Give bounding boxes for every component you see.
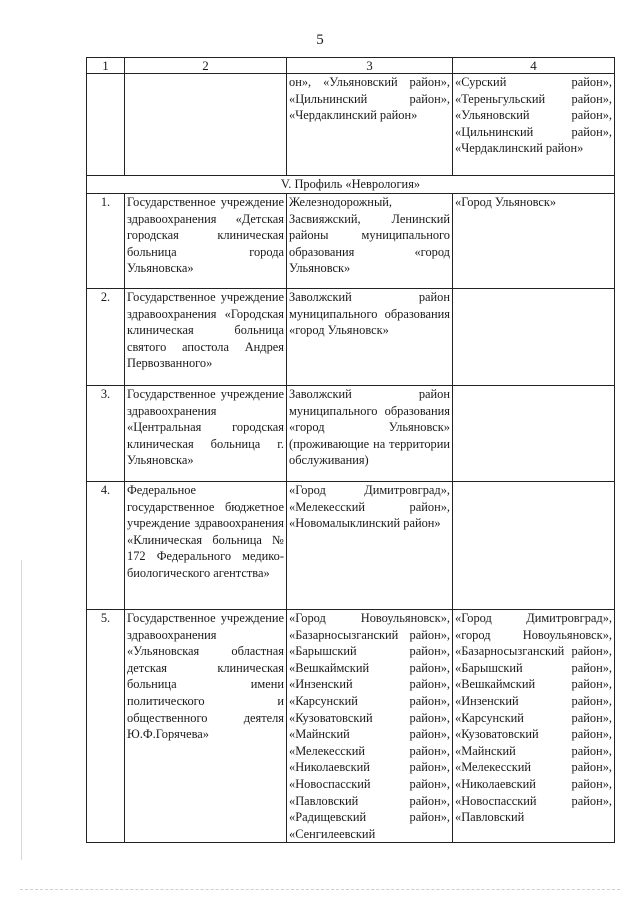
scan-edge-line [21, 560, 22, 860]
page-number: 5 [316, 32, 324, 48]
extra-territory-cell: «Город Ульяновск» [453, 194, 615, 289]
table-row-continuation [87, 74, 615, 176]
row-number: 5. [87, 610, 125, 843]
row-number: 2. [87, 289, 125, 386]
institution-cell: Государственное учреждение здравоохранения «Детская городская клиническая больница города Ульяновска» [125, 194, 287, 289]
header-col-3: 3 [287, 58, 453, 74]
table-row [87, 386, 615, 482]
territory-cell: он», «Ульяновский район», «Цильнинский район», «Чердаклинский район» [287, 74, 453, 176]
extra-territory-cell [453, 289, 615, 386]
extra-territory-cell: «Сурский район», «Тереньгульский район», «Ульяновский район», «Цильнинский район», «Чердаклинский район» [453, 74, 615, 176]
institution-cell [125, 74, 287, 176]
territory-cell: Заволжский район муниципального образования «город Ульяновск» (проживающие на территории обслуживания) [287, 386, 453, 482]
section-title: V. Профиль «Неврология» [87, 176, 615, 194]
header-col-4: 4 [453, 58, 615, 74]
institution-cell: Государственное учреждение здравоохранения «Ульяновская областная детская клиническая больница имени политического и общественного деятеля Ю.Ф.Горячева» [125, 610, 287, 843]
institution-cell: Государственное учреждение здравоохранения «Городская клиническая больница святого апостола Андрея Первозванного» [125, 289, 287, 386]
header-col-1: 1 [87, 58, 125, 74]
document-table [86, 57, 615, 843]
header-col-2: 2 [125, 58, 287, 74]
scan-bottom-line [20, 889, 620, 891]
institution-cell: Федеральное государственное бюджетное учреждение здравоохранения «Клиническая больница № 172 Федерального медико-биологического агентства» [125, 482, 287, 610]
territory-cell: «Город Димитровград», «Мелекесский район», «Новомалыклинский район» [287, 482, 453, 610]
table-row [87, 482, 615, 610]
row-number: 3. [87, 386, 125, 482]
institution-cell: Государственное учреждение здравоохранения «Центральная городская клиническая больница г. Ульяновска» [125, 386, 287, 482]
row-number: 4. [87, 482, 125, 610]
territory-cell: «Город Новоульяновск», «Базарносызганский район», «Барышский район», «Вешкаймский район», «Инзенский район», «Карсунский район», «Кузоватовский район», «Майнский район», «Мелекесский район», «Николаевский район», «Новоспасский район», «Павловский район», «Радищевский район», «Сенгилеевский [287, 610, 453, 843]
table-row [87, 194, 615, 289]
extra-territory-cell: «Город Димитровград», «город Новоульяновск», «Базарносызганский район», «Барышский район», «Вешкаймский район», «Инзенский район», «Карсунский район», «Кузоватовский район», «Майнский район», «Мелекесский район», «Николаевский район», «Новоспасский район», «Павловский [453, 610, 615, 843]
extra-territory-cell [453, 386, 615, 482]
territory-cell: Железнодорожный, Засвияжский, Ленинский районы муниципального образования «город Ульяновск» [287, 194, 453, 289]
extra-territory-cell [453, 482, 615, 610]
row-number: 1. [87, 194, 125, 289]
table-row [87, 610, 615, 843]
row-number [87, 74, 125, 176]
section-row [87, 176, 615, 194]
table-row [87, 289, 615, 386]
table-header-row [87, 58, 615, 74]
territory-cell: Заволжский район муниципального образования «город Ульяновск» [287, 289, 453, 386]
